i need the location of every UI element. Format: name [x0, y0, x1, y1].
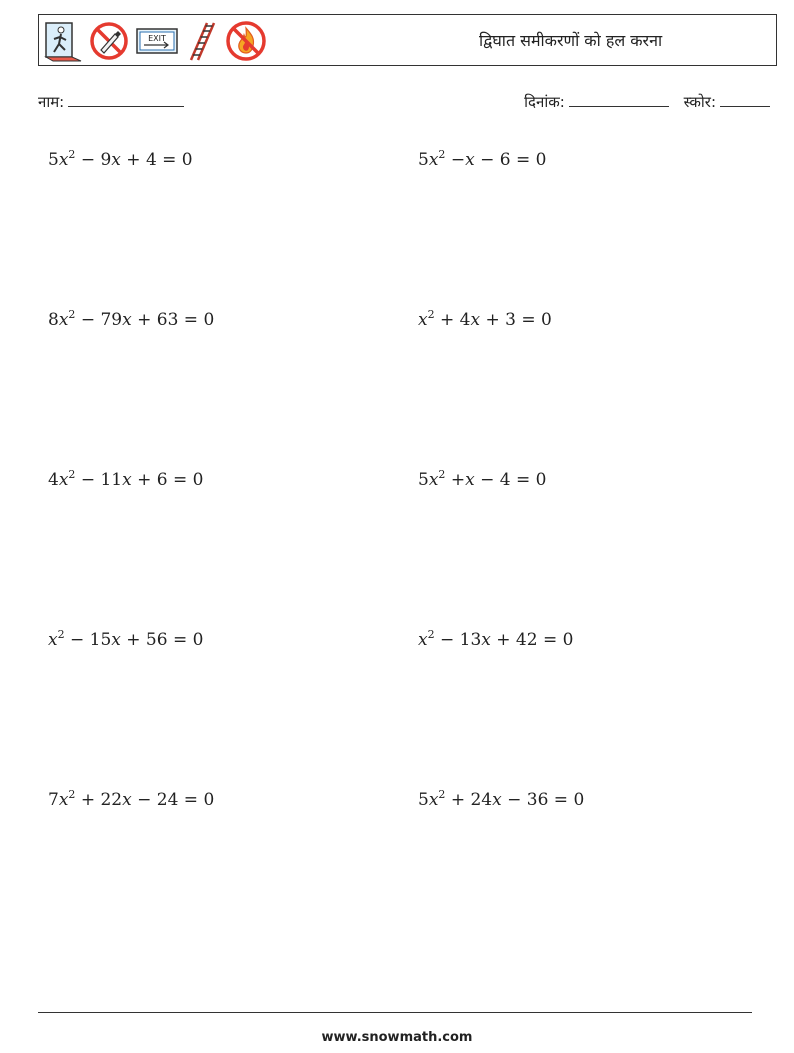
exponent: 2: [68, 788, 76, 801]
exponent: 2: [427, 308, 435, 321]
term-constant: + 63 = 0: [131, 310, 215, 330]
variable-x: x: [470, 310, 481, 330]
coefficient-a: 5: [418, 790, 429, 810]
term-b: − 13: [434, 630, 482, 650]
term-constant: − 36 = 0: [501, 790, 585, 810]
coefficient-a: 5: [48, 150, 59, 170]
term-b: + 24: [445, 790, 493, 810]
term-constant: − 24 = 0: [131, 790, 215, 810]
variable-x: x: [122, 790, 132, 810]
term-b: +: [445, 470, 466, 490]
variable-x: x: [428, 790, 439, 810]
problem-equation: [48, 310, 214, 330]
no-smoking-icon: [89, 20, 129, 62]
variable-x: x: [418, 630, 428, 650]
problem-equation: [418, 790, 584, 810]
term-b: − 79: [75, 310, 123, 330]
exponent: 2: [438, 468, 446, 481]
term-b: + 22: [75, 790, 123, 810]
exponent: 2: [438, 148, 446, 161]
variable-x: x: [111, 630, 121, 650]
score-blank[interactable]: [720, 92, 770, 107]
no-fire-icon: [225, 20, 267, 62]
variable-x: x: [58, 150, 69, 170]
problem-equation: [48, 150, 193, 170]
variable-x: x: [465, 150, 475, 170]
footer-divider: [38, 1012, 752, 1013]
date-label: दिनांक:: [524, 93, 565, 111]
exponent: 2: [427, 628, 435, 641]
footer-url: www.snowmath.com: [321, 1030, 473, 1045]
ladder-icon: [185, 20, 219, 62]
term-constant: − 4 = 0: [474, 470, 547, 490]
date-blank[interactable]: [569, 92, 669, 107]
coefficient-a: 5: [418, 470, 429, 490]
problem-equation: [418, 310, 552, 330]
worksheet-title: द्विघात समीकरणों को हल करना: [479, 31, 663, 50]
problem-equation: [48, 630, 203, 650]
variable-x: x: [58, 790, 69, 810]
worksheet-header: [38, 14, 777, 66]
variable-x: x: [58, 310, 69, 330]
term-b: + 4: [434, 310, 471, 330]
variable-x: x: [481, 630, 491, 650]
name-field: [38, 92, 184, 112]
date-score-fields: [524, 92, 770, 112]
name-label: नाम:: [38, 93, 65, 111]
term-constant: + 56 = 0: [120, 630, 204, 650]
variable-x: x: [122, 470, 132, 490]
problem-equation: [48, 790, 214, 810]
term-constant: + 4 = 0: [120, 150, 193, 170]
variable-x: x: [111, 150, 121, 170]
exit-sign-text: EXIT: [148, 34, 166, 43]
exponent: 2: [68, 148, 76, 161]
variable-x: x: [428, 150, 439, 170]
variable-x: x: [465, 470, 475, 490]
score-label: स्कोर:: [683, 93, 716, 111]
exit-sign-icon: [135, 20, 179, 62]
variable-x: x: [58, 470, 69, 490]
variable-x: x: [428, 470, 439, 490]
problem-equation: [48, 470, 203, 490]
variable-x: x: [122, 310, 132, 330]
exponent: 2: [68, 468, 76, 481]
coefficient-a: 8: [48, 310, 59, 330]
term-constant: + 6 = 0: [131, 470, 204, 490]
term-constant: − 6 = 0: [474, 150, 547, 170]
variable-x: x: [48, 630, 58, 650]
exponent: 2: [68, 308, 76, 321]
exponent: 2: [57, 628, 65, 641]
header-icons: [43, 19, 267, 63]
term-b: −: [445, 150, 466, 170]
coefficient-a: 7: [48, 790, 59, 810]
name-blank[interactable]: [68, 92, 184, 107]
variable-x: x: [418, 310, 428, 330]
coefficient-a: 4: [48, 470, 59, 490]
coefficient-a: 5: [418, 150, 429, 170]
variable-x: x: [492, 790, 502, 810]
term-b: − 9: [75, 150, 112, 170]
problem-equation: [418, 630, 573, 650]
term-constant: + 42 = 0: [490, 630, 574, 650]
emergency-exit-door-icon: [43, 20, 83, 62]
term-constant: + 3 = 0: [480, 310, 552, 330]
term-b: − 15: [64, 630, 112, 650]
problem-equation: [418, 150, 546, 170]
exponent: 2: [438, 788, 446, 801]
problem-equation: [418, 470, 546, 490]
term-b: − 11: [75, 470, 123, 490]
